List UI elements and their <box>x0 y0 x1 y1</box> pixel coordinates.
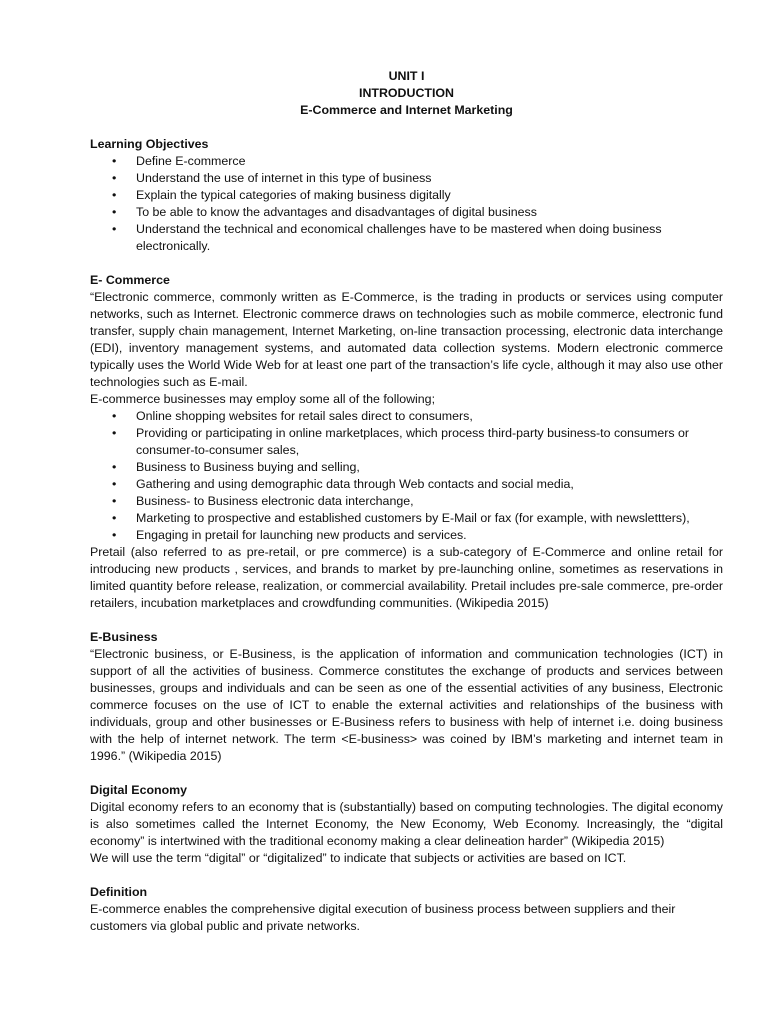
list-item-text: Understand the use of internet in this type of business <box>136 171 432 185</box>
list-item <box>90 476 723 493</box>
bullet-icon: • <box>112 460 117 474</box>
list-item-text: Gathering and using demographic data through Web contacts and social media, <box>136 477 574 491</box>
document-page <box>90 68 723 935</box>
list-item-text: Engaging in pretail for launching new products and services. <box>136 528 467 542</box>
list-item-text: Marketing to prospective and established customers by E-Mail or fax (for example, with newslettters), <box>136 511 690 525</box>
list-item-text: Define E-commerce <box>136 154 246 168</box>
introduction-title: INTRODUCTION <box>359 86 454 100</box>
list-item <box>90 187 723 204</box>
list-item <box>90 221 723 255</box>
ecommerce-list <box>90 408 723 544</box>
bullet-icon: • <box>112 511 117 525</box>
ecommerce-paragraph: “Electronic commerce, commonly written as E-Commerce, is the trading in products or services using computer networks, such as Internet. Electronic commerce draws on technologies such as mobile commerce, electronic fund transfer, supply chain management, Internet Marketing, on-line transaction processing, electronic data interchange (EDI), inventory management systems, and automated data collection systems. Modern electronic commerce typically uses the World Wide Web for at least one part of the transaction’s life cycle, although it may also use other technologies such as E-mail. <box>90 290 723 389</box>
list-item <box>90 153 723 170</box>
learning-objectives-heading: Learning Objectives <box>90 137 209 151</box>
document-subtitle: E-Commerce and Internet Marketing <box>300 103 513 117</box>
list-item-text: Providing or participating in online marketplaces, which process third-party business-to consumers or consumer-to-consumer sales, <box>136 426 690 457</box>
spacer <box>90 765 723 782</box>
list-item <box>90 459 723 476</box>
digital-economy-paragraph-2: We will use the term “digital” or “digitalized” to indicate that subjects or activities are based on ICT. <box>90 851 627 865</box>
bullet-icon: • <box>112 477 117 491</box>
spacer <box>90 612 723 629</box>
ebusiness-heading: E-Business <box>90 630 158 644</box>
pretail-paragraph: Pretail (also referred to as pre-retail, or pre commerce) is a sub-category of E-Commerce and online retail for introducing new products , services, and brands to market by pre-launching online, sometimes as reservations in limited quantity before release, realization, or commercial availability. Pretail includes pre-sale commerce, pre-order retailers, incubation marketplaces and crowdfunding communities. (Wikipedia 2015) <box>90 545 723 610</box>
list-item <box>90 527 723 544</box>
spacer <box>90 867 723 884</box>
bullet-icon: • <box>112 494 117 508</box>
bullet-icon: • <box>112 205 117 219</box>
bullet-icon: • <box>112 222 117 236</box>
ebusiness-paragraph: “Electronic business, or E-Business, is the application of information and communication technologies (ICT) in support of all the activities of business. Commerce constitutes the exchange of products and services between businesses, groups and individuals and can be seen as one of the essential activities of any business, Electronic commerce focuses on the use of ICT to enable the external activities and relationships of the business with individuals, group and other businesses or E-Business refers to business with help of internet i.e. doing business with the help of internet network. The term <E-business> was coined by IBM’s marketing and internet team in 1996.” (Wikipedia 2015) <box>90 647 723 763</box>
bullet-icon: • <box>112 426 117 440</box>
spacer <box>90 119 723 136</box>
spacer <box>90 255 723 272</box>
unit-title: UNIT I <box>388 69 425 83</box>
list-item <box>90 204 723 221</box>
list-item <box>90 425 723 459</box>
list-item <box>90 510 723 527</box>
learning-objectives-list <box>90 153 723 255</box>
list-item-text: Business to Business buying and selling, <box>136 460 360 474</box>
ecommerce-intro: E-commerce businesses may employ some all of the following; <box>90 392 436 406</box>
list-item-text: Explain the typical categories of making business digitally <box>136 188 451 202</box>
bullet-icon: • <box>112 154 117 168</box>
definition-paragraph: E-commerce enables the comprehensive digital execution of business process between suppliers and their customers via global public and private networks. <box>90 902 676 933</box>
list-item <box>90 170 723 187</box>
ecommerce-heading: E- Commerce <box>90 273 170 287</box>
digital-economy-paragraph: Digital economy refers to an economy that is (substantially) based on computing technologies. The digital economy is also sometimes called the Internet Economy, the New Economy, Web Economy. Increasingly, the “digital economy” is intertwined with the traditional economy making a clear delineation harder” (Wikipedia 2015) <box>90 800 723 848</box>
bullet-icon: • <box>112 409 117 423</box>
list-item-text: Understand the technical and economical challenges have to be mastered when doing business electronically. <box>136 222 662 253</box>
list-item-text: Business- to Business electronic data interchange, <box>136 494 414 508</box>
bullet-icon: • <box>112 528 117 542</box>
digital-economy-heading: Digital Economy <box>90 783 188 797</box>
definition-heading: Definition <box>90 885 148 899</box>
list-item <box>90 493 723 510</box>
bullet-icon: • <box>112 171 117 185</box>
list-item-text: To be able to know the advantages and disadvantages of digital business <box>136 205 537 219</box>
list-item <box>90 408 723 425</box>
list-item-text: Online shopping websites for retail sales direct to consumers, <box>136 409 473 423</box>
bullet-icon: • <box>112 188 117 202</box>
